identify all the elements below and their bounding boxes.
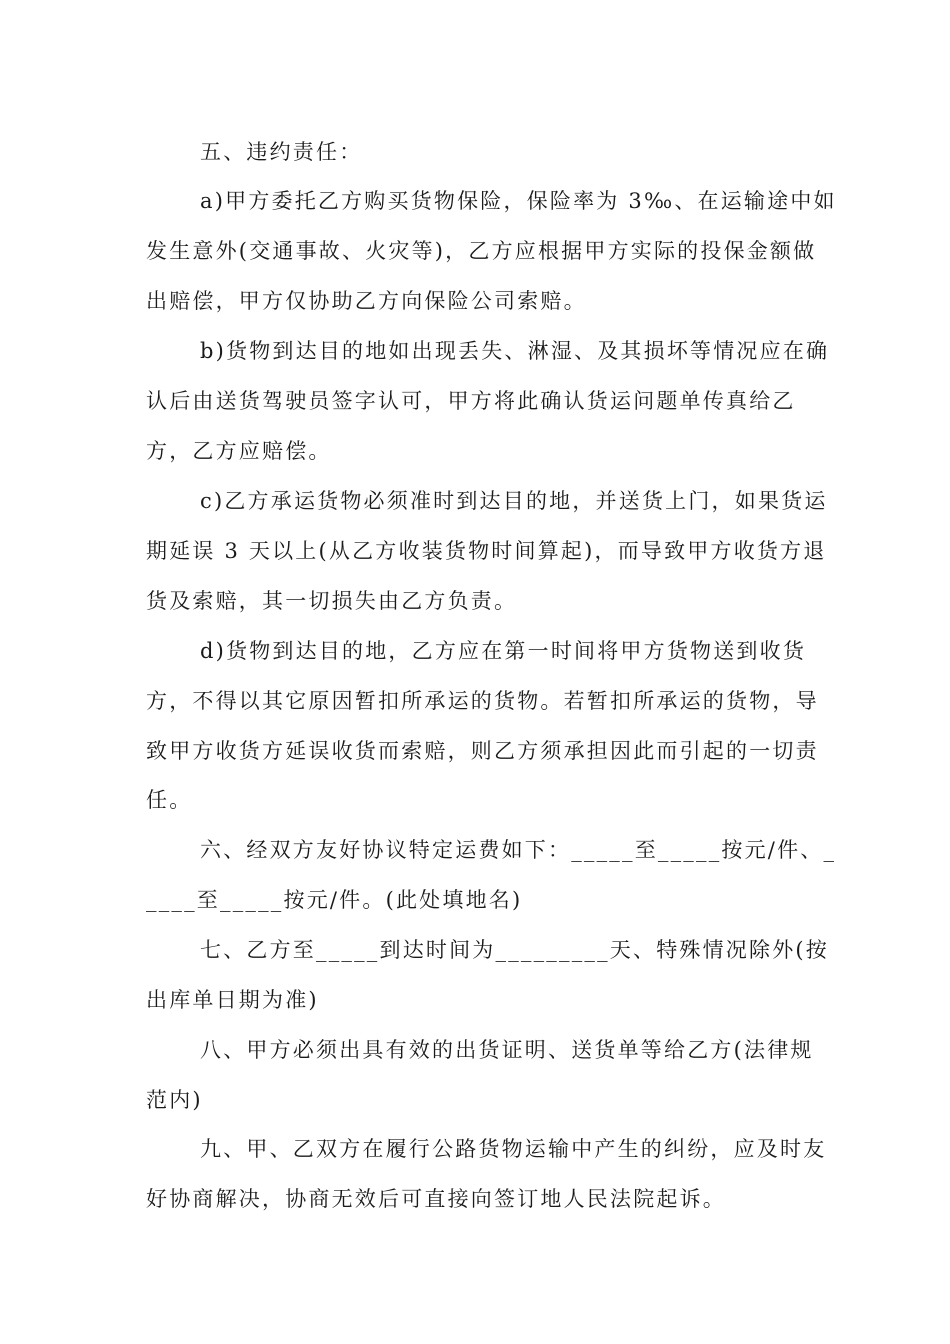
section-8-line: 范内) — [146, 1088, 203, 1112]
section-7-line: 出库单日期为准) — [146, 988, 319, 1012]
paragraph-line: 任。 — [146, 788, 193, 812]
section-7-line: 七、乙方至_____到达时间为_________天、特殊情况除外(按 — [200, 938, 829, 962]
paragraph-line: d)货物到达目的地，乙方应在第一时间将甲方货物送到收货 — [200, 639, 807, 663]
paragraph-line: 期延误 3 天以上(从乙方收装货物时间算起)，而导致甲方收货方退 — [146, 539, 827, 563]
paragraph-line: 方，不得以其它原因暂扣所承运的货物。若暂扣所承运的货物，导 — [146, 689, 819, 713]
paragraph-line: 方，乙方应赔偿。 — [146, 439, 332, 463]
paragraph-line: 货及索赔，其一切损失由乙方负责。 — [146, 589, 518, 613]
paragraph-line: 出赔偿，甲方仅协助乙方向保险公司索赔。 — [146, 289, 587, 313]
paragraph-line: a)甲方委托乙方购买货物保险，保险率为 3‰、在运输途中如 — [200, 189, 837, 213]
paragraph-line: 致甲方收货方延误收货而索赔，则乙方须承担因此而引起的一切责 — [146, 739, 819, 763]
section-8-line: 八、甲方必须出具有效的出货证明、送货单等给乙方(法律规 — [200, 1038, 814, 1062]
section-9-line: 九、甲、乙双方在履行公路货物运输中产生的纠纷，应及时友 — [200, 1137, 827, 1161]
paragraph-line: c)乙方承运货物必须准时到达目的地，并送货上门，如果货运 — [200, 489, 828, 513]
section-6-line: ____至_____按元/件。(此处填地名) — [146, 888, 523, 912]
section-5-heading: 五、违约责任： — [200, 140, 363, 164]
section-6-line: 六、经双方友好协议特定运费如下：_____至_____按元/件、_ — [200, 838, 837, 862]
paragraph-line: b)货物到达目的地如出现丢失、淋湿、及其损坏等情况应在确 — [200, 339, 830, 363]
paragraph-line: 发生意外(交通事故、火灾等)，乙方应根据甲方实际的投保金额做 — [146, 239, 817, 263]
section-9-line: 好协商解决，协商无效后可直接向签订地人民法院起诉。 — [146, 1187, 726, 1211]
paragraph-line: 认后由送货驾驶员签字认可，甲方将此确认货运问题单传真给乙 — [146, 389, 796, 413]
